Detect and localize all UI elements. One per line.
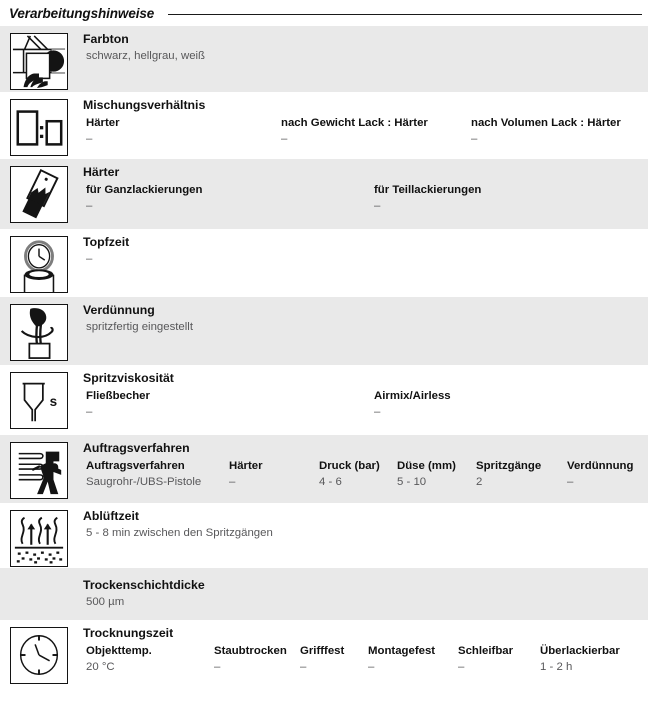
content-trockenschichtdicke <box>69 577 648 610</box>
content-mischungsverhaeltnis <box>69 97 648 148</box>
row-trocknungszeit <box>0 620 648 689</box>
section-title-topfzeit: Topfzeit <box>83 235 130 249</box>
section-header <box>0 0 648 26</box>
col-header: Auftragsverfahren <box>86 460 185 472</box>
col-header: Druck (bar) <box>319 460 380 472</box>
row-mischungsverhaeltnis <box>0 92 648 159</box>
section-value-trockenschichtdicke: 500 µm <box>86 596 125 608</box>
icon-cell-topfzeit <box>9 235 69 293</box>
hardener-tube-icon <box>10 166 68 223</box>
cell-value: – <box>86 406 93 418</box>
table-haerter <box>83 182 648 215</box>
cell-value: – <box>281 133 288 145</box>
col-header: Montagefest <box>368 645 436 657</box>
table-auftragsverfahren <box>83 458 648 491</box>
cell-value: 20 °C <box>86 661 115 673</box>
table-trocknungszeit <box>83 643 648 676</box>
section-title-auftragsverfahren: Auftragsverfahren <box>83 441 190 455</box>
col-header: Härter <box>229 460 263 472</box>
cell-value: – <box>458 661 465 673</box>
row-auftragsverfahren <box>0 435 648 503</box>
section-title-spritzviskositaet: Spritzviskosität <box>83 371 174 385</box>
cell-value: 1 - 2 h <box>540 661 573 673</box>
content-trocknungszeit <box>69 625 648 676</box>
section-value-farbton: schwarz, hellgrau, weiß <box>86 50 206 62</box>
col-header: Staubtrocken <box>214 645 287 657</box>
cell-value: – <box>374 200 381 212</box>
icon-cell-ablueftzeit <box>9 509 69 567</box>
col-header: Objekttemp. <box>86 645 152 657</box>
drying-clock-icon <box>10 627 68 684</box>
col-header: Verdünnung <box>567 460 634 472</box>
section-title-verduennung: Verdünnung <box>83 303 155 317</box>
icon-cell-trocknungszeit <box>9 626 69 684</box>
cell-value: – <box>300 661 307 673</box>
content-topfzeit <box>69 234 648 267</box>
icon-cell-spritzviskositaet <box>9 371 69 429</box>
flow-cup-icon <box>10 372 68 429</box>
col-header: Düse (mm) <box>397 460 456 472</box>
icon-cell-verduennung <box>9 303 69 361</box>
row-trockenschichtdicke <box>0 568 648 620</box>
content-verduennung <box>69 302 648 335</box>
cell-value: – <box>567 476 574 488</box>
cell-value: – <box>214 661 221 673</box>
section-value-verduennung: spritzfertig eingestellt <box>86 321 193 333</box>
cell-value: 5 - 10 <box>397 476 427 488</box>
cell-value: – <box>471 133 478 145</box>
page-title: Verarbeitungshinweise <box>9 5 155 21</box>
col-header: Überlackierbar <box>540 645 620 657</box>
col-header: Schleifbar <box>458 645 514 657</box>
section-title-trocknungszeit: Trocknungszeit <box>83 626 174 640</box>
col-header: Grifffest <box>300 645 345 657</box>
cell-value: – <box>368 661 375 673</box>
section-title-ablueftzeit: Ablüftzeit <box>83 509 140 523</box>
icon-cell-farbton <box>9 32 69 90</box>
content-auftragsverfahren <box>69 440 648 491</box>
cell-value: 4 - 6 <box>319 476 342 488</box>
spray-gun-icon <box>10 442 68 499</box>
cell-value: Saugrohr-/UBS-Pistole <box>86 476 202 488</box>
cell-value: 2 <box>476 476 483 488</box>
col-header: für Ganzlackierungen <box>86 184 203 196</box>
table-spritzviskositaet <box>83 388 648 421</box>
row-ablueftzeit <box>0 503 648 568</box>
content-ablueftzeit <box>69 508 648 541</box>
section-title-haerter: Härter <box>83 165 120 179</box>
section-value-ablueftzeit: 5 - 8 min zwischen den Spritzgängen <box>86 527 273 539</box>
thinner-pour-icon <box>10 304 68 361</box>
cell-value: – <box>86 133 93 145</box>
section-value-topfzeit: – <box>86 253 93 265</box>
pot-life-clock-icon <box>10 236 68 293</box>
cell-value: – <box>229 476 236 488</box>
content-haerter <box>69 164 648 215</box>
content-farbton <box>69 31 648 64</box>
row-haerter <box>0 159 648 229</box>
content-spritzviskositaet <box>69 370 648 421</box>
cell-value: – <box>86 200 93 212</box>
color-chart-icon <box>10 33 68 90</box>
col-header: nach Gewicht Lack : Härter <box>281 117 428 129</box>
col-header: Fließbecher <box>86 390 150 402</box>
col-header: Spritzgänge <box>476 460 542 472</box>
header-rule <box>168 14 642 15</box>
icon-cell-auftragsverfahren <box>9 441 69 499</box>
section-title-mischungsverhaeltnis: Mischungsverhältnis <box>83 98 206 112</box>
row-farbton <box>0 26 648 92</box>
table-mischungsverhaeltnis <box>83 115 648 148</box>
row-verduennung <box>0 297 648 365</box>
mixing-ratio-icon <box>10 99 68 156</box>
svg-text:s: s <box>49 393 58 409</box>
icon-cell-mischungsverhaeltnis <box>9 98 69 156</box>
section-title-farbton: Farbton <box>83 32 129 46</box>
icon-cell-haerter <box>9 165 69 223</box>
col-header: Härter <box>86 117 120 129</box>
col-header: nach Volumen Lack : Härter <box>471 117 621 129</box>
flash-off-icon <box>10 510 68 567</box>
row-topfzeit <box>0 229 648 297</box>
col-header: für Teillackierungen <box>374 184 482 196</box>
row-spritzviskositaet <box>0 365 648 435</box>
col-header: Airmix/Airless <box>374 390 451 402</box>
section-title-trockenschichtdicke: Trockenschichtdicke <box>83 578 205 592</box>
cell-value: – <box>374 406 381 418</box>
